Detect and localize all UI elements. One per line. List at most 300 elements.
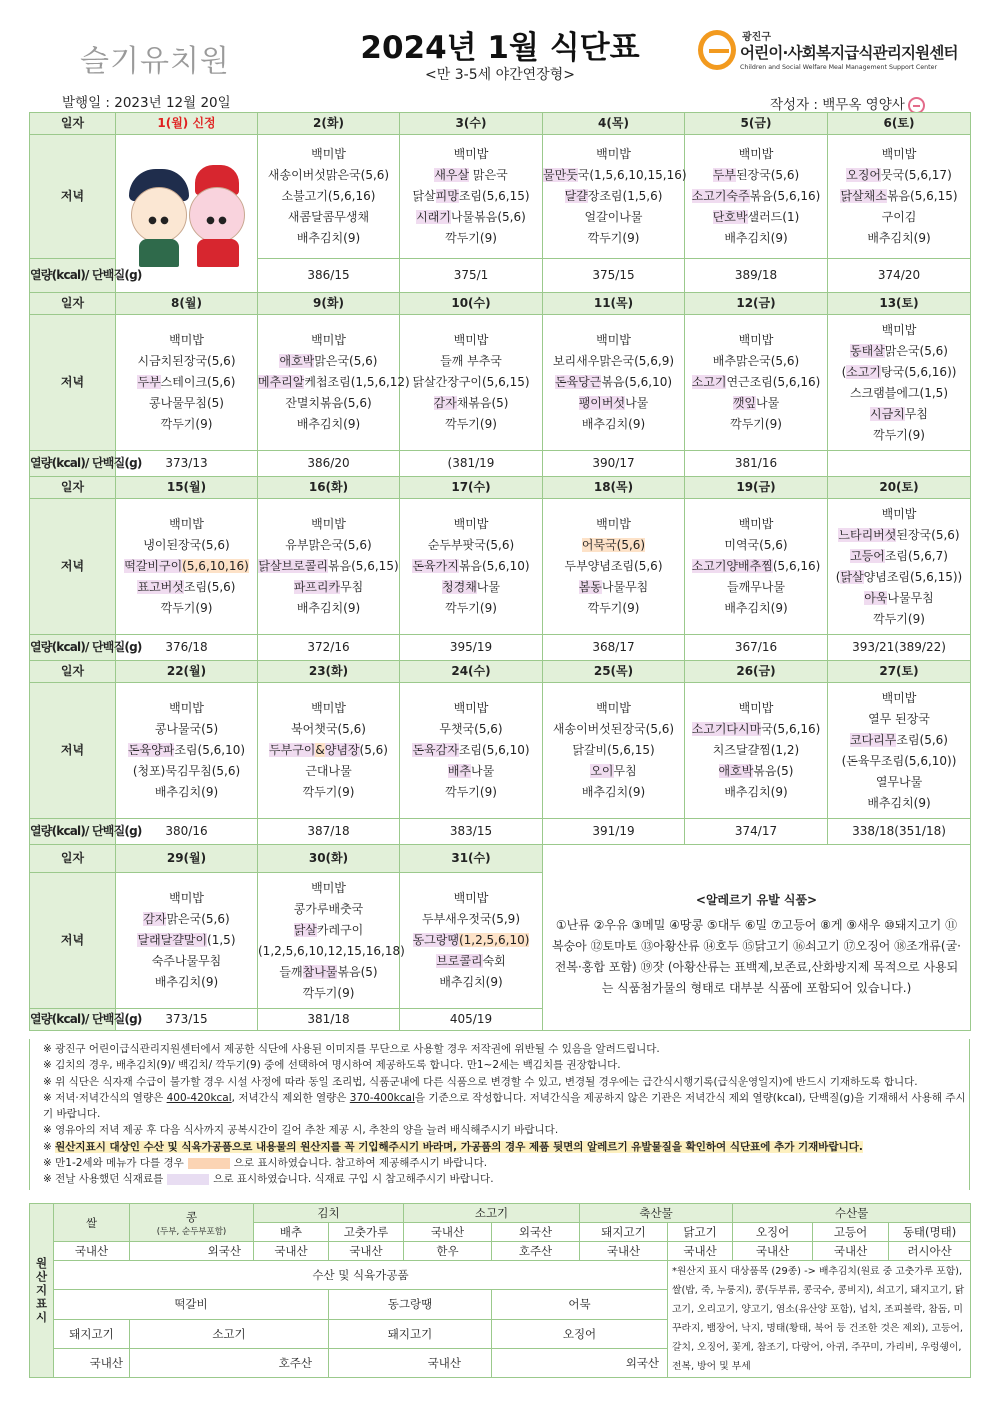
- note-energy: ※ 저녁·저녁간식의 열량은 400-420kcal, 저녁간식 제외한 열량은 370-400kcal을 기준으로 작성합니다. 저녁간식을 제공하지 않은 기관은 저녁간식 제외 열량(kcal), 단백질(g)을 기재해서 사용해 주시기 바랍니다.: [43, 1091, 966, 1121]
- menu-text: 백미밥: [881, 322, 917, 337]
- highlighted-ingredient: 닭살: [293, 922, 317, 937]
- menu-item: [828, 730, 970, 751]
- menu-item: [828, 320, 970, 341]
- menu-text: 나물: [471, 764, 495, 778]
- menu-item: [828, 165, 970, 186]
- menu-cell: [400, 135, 543, 259]
- notes-section: [29, 1039, 970, 1190]
- menu-item: [543, 207, 684, 228]
- highlighted-ingredient: 오이: [590, 764, 614, 778]
- origin-pork-value: 국내산: [580, 1242, 668, 1261]
- menu-item: [685, 556, 827, 577]
- menu-item: [828, 688, 970, 709]
- date-header: 18(목): [543, 477, 685, 499]
- origin-chicken-value: 국내산: [668, 1242, 733, 1261]
- date-header: 5(금): [685, 113, 828, 135]
- menu-item: [543, 556, 684, 577]
- menu-text: 배추김치(9): [296, 601, 361, 615]
- boy-hanbok: [139, 239, 179, 267]
- menu-text: 무침: [904, 406, 928, 421]
- menu-cell: [828, 135, 971, 259]
- menu-item: [116, 740, 257, 761]
- menu-text: 나물: [476, 580, 500, 594]
- meal-label: 저녁: [30, 683, 116, 819]
- menu-item: [258, 186, 399, 207]
- energy-value: 381/16: [685, 451, 828, 477]
- energy-label: 열량(kcal)/ 단백질(g): [30, 451, 116, 477]
- menu-text: 두부새우젓국(5,9): [422, 912, 520, 926]
- menu-item: [828, 383, 970, 404]
- menu-text: 백미밥: [453, 333, 489, 347]
- origin-cabbage-label: 배추: [254, 1223, 329, 1242]
- highlighted-ingredient: 닭살: [840, 569, 864, 584]
- author: [770, 93, 925, 114]
- menu-item: [116, 330, 257, 351]
- menu-item: [685, 535, 827, 556]
- menu-item: [400, 782, 542, 803]
- date-header: 31(수): [400, 845, 543, 873]
- menu-text: 나물: [625, 396, 649, 410]
- origin-beef-imp-label: 외국산: [492, 1223, 580, 1242]
- menu-text: 맑은국(5,6): [166, 912, 230, 926]
- menu-item: [685, 698, 827, 719]
- menu-item: [258, 878, 399, 899]
- highlighted-ingredient: 느타리버섯: [838, 527, 897, 542]
- origin-p-pork-value: 국내산: [54, 1348, 130, 1377]
- origin-squid-value: 국내산: [733, 1242, 813, 1261]
- energy-value: [828, 451, 971, 477]
- menu-item: [685, 228, 827, 249]
- menu-text: 깍두기(9): [445, 785, 497, 799]
- menu-text: 백미밥: [596, 517, 631, 531]
- menu-item: [685, 782, 827, 803]
- date-header: 29(월): [116, 845, 258, 873]
- menu-text: 조림(5,6): [183, 580, 236, 594]
- menu-text: 샐러드(1): [747, 210, 800, 224]
- origin-p-pork-label: 돼지고기: [54, 1319, 130, 1348]
- date-header: 6(토): [828, 113, 971, 135]
- energy-value: 405/19: [400, 1009, 543, 1031]
- menu-text: 미역국(5,6): [724, 538, 788, 552]
- origin-mackerel-label: 고등어: [813, 1223, 889, 1242]
- energy-value: 373/13: [116, 451, 258, 477]
- menu-text: 장조림(1,5,6): [587, 189, 663, 203]
- highlighted-ingredient: 오징어: [846, 168, 882, 182]
- girl-hanbok: [197, 239, 239, 267]
- menu-text: 조림(5,6,7): [884, 548, 948, 563]
- menu-text: 배추김치(9): [296, 417, 361, 431]
- menu-text: 잔멸치볶음(5,6): [285, 396, 372, 410]
- date-header: 16(화): [258, 477, 400, 499]
- menu-item: [828, 525, 970, 546]
- highlighted-ingredient: 봄동: [578, 580, 602, 594]
- menu-item: [400, 228, 542, 249]
- highlighted-ingredient: 표고버섯: [137, 580, 184, 594]
- menu-text: 백미밥: [311, 147, 346, 161]
- menu-item: [685, 165, 827, 186]
- menu-cell: [400, 683, 543, 819]
- day-label: 일자: [30, 477, 116, 499]
- date-header: 10(수): [400, 293, 543, 315]
- day-label: 일자: [30, 293, 116, 315]
- menu-cell: [543, 499, 685, 635]
- menu-item: [543, 761, 684, 782]
- origin-p-pork2-label: 돼지고기: [329, 1319, 492, 1348]
- menu-item: [685, 719, 827, 740]
- note-copyright: ※ 광진구 어린이급식관리지원센터에서 제공한 식단에 사용된 이미지를 무단으로 사용할 경우 저작권에 위반될 수 있음을 알려드립니다.: [43, 1043, 660, 1055]
- day-label: 일자: [30, 113, 116, 135]
- energy-value: 375/1: [400, 259, 543, 293]
- menu-item: [400, 719, 542, 740]
- purple-swatch: [167, 1174, 209, 1185]
- menu-text: 백미밥: [311, 517, 346, 531]
- hanbok-kids-illustration: [127, 159, 247, 269]
- highlighted-ingredient: 깻잎: [732, 396, 756, 410]
- origin-mackerel-value: 국내산: [813, 1242, 889, 1261]
- menu-item: [400, 414, 542, 435]
- menu-item: [258, 144, 399, 165]
- menu-item: [543, 393, 684, 414]
- menu-item: [400, 207, 542, 228]
- menu-item: [258, 514, 399, 535]
- allergy-text: ①난류 ②우유 ③메밀 ④땅콩 ⑤대두 ⑥밀 ⑦고등어 ⑧게 ⑨새우 ⑩돼지고기 ⑪복숭아 ⑫토마토 ⑬아황산류 ⑭호두 ⑮닭고기 ⑯쇠고기 ⑰오징어 ⑱조개류(굴·전복·홍합 포함) ⑲잣 (아황산류는 표백제,보존료,산화방지제 목적으로 사용되는 식품첨가물의 형태로 대부분 식품에 포함되어 있습니다.): [551, 918, 961, 995]
- energy-value: 390/17: [543, 451, 685, 477]
- energy-value: 367/16: [685, 635, 828, 661]
- menu-text: 얼갈이나물: [584, 210, 643, 224]
- menu-item: [543, 330, 684, 351]
- boy-face: ● ●: [131, 187, 187, 243]
- highlighted-ingredient: 고등어: [850, 548, 885, 563]
- menu-text: 백미밥: [453, 147, 489, 161]
- menu-cell: [258, 135, 400, 259]
- menu-item: [685, 351, 827, 372]
- menu-item: [258, 719, 399, 740]
- menu-text: 열무 된장국: [868, 711, 930, 726]
- seal-stamp-icon: [908, 97, 925, 114]
- origin-p-squid-value: 외국산: [492, 1348, 668, 1377]
- highlighted-ingredient: 달래달걀말이: [137, 933, 208, 947]
- menu-cell: [543, 315, 685, 451]
- menu-item: [258, 351, 399, 372]
- menu-item: [400, 698, 542, 719]
- date-header: 25(목): [543, 661, 685, 683]
- menu-item: [543, 165, 687, 186]
- menu-item: [258, 983, 399, 1004]
- menu-text: (: [841, 364, 847, 379]
- origin-cabbage-value: 국내산: [254, 1242, 329, 1261]
- allergy-title: <알레르기 유발 식품>: [695, 893, 818, 907]
- menu-item: [116, 698, 257, 719]
- menu-item: [258, 761, 399, 782]
- menu-item: [543, 351, 684, 372]
- menu-text: 백미밥: [453, 517, 489, 531]
- menu-text: 치즈달걀찜(1,2): [712, 743, 800, 757]
- menu-item: [828, 709, 970, 730]
- menu-item: [543, 535, 684, 556]
- day-label: 일자: [30, 661, 116, 683]
- note-diff-menu: ※ 만1-2세와 메뉴가 다를 경우 으로 표시하였습니다. 참고하여 제공해주시기 바랍니다.: [43, 1157, 488, 1170]
- menu-item: [258, 941, 405, 962]
- origin-pollack-value: 러시아산: [889, 1242, 971, 1261]
- day-label: 일자: [30, 845, 116, 873]
- highlighted-ingredient: 애호박: [718, 764, 754, 778]
- menu-text: 배추김치(9): [724, 785, 788, 799]
- date-header: 4(목): [543, 113, 685, 135]
- menu-cell: [685, 499, 828, 635]
- menu-item: [543, 186, 684, 207]
- menu-item: [116, 761, 257, 782]
- energy-value: 393/21(389/22): [828, 635, 971, 661]
- menu-text: 시금치된장국(5,6): [137, 354, 236, 368]
- menu-item: [828, 425, 970, 446]
- highlighted-ingredient: 돈육당근: [554, 375, 602, 389]
- menu-text: 숙주나물무침: [151, 954, 222, 968]
- menu-item: [116, 888, 257, 909]
- menu-cell: [116, 499, 258, 635]
- menu-cell: [400, 499, 543, 635]
- menu-cell: [116, 683, 258, 819]
- highlighted-ingredient: 떡갈비구이: [124, 559, 183, 573]
- menu-text: 백미밥: [311, 333, 346, 347]
- meal-label: 저녁: [30, 135, 116, 259]
- menu-text: 배추김치(9): [724, 601, 788, 615]
- menu-text: 조림(5,6,10): [458, 743, 530, 757]
- menu-text: 배추김치(9): [296, 231, 361, 245]
- orange-swatch: [188, 1158, 230, 1169]
- menu-text: 조림(5,6,10): [174, 743, 246, 757]
- menu-item: [828, 609, 970, 630]
- menu-item: [828, 546, 970, 567]
- menu-text: 백미밥: [311, 701, 346, 715]
- energy-value: 381/18: [258, 1009, 400, 1031]
- center-logo: [698, 28, 978, 80]
- menu-text: 깍두기(9): [445, 231, 497, 245]
- date-header: 19(금): [685, 477, 828, 499]
- menu-item: [116, 719, 257, 740]
- menu-item: [543, 372, 684, 393]
- menu-item: [400, 330, 542, 351]
- note-extra-serving: ※ 영유아의 저녁 제공 후 다음 식사까지 공복시간이 길어 추찬 제공 시, 추찬의 양을 늘려 배식해주시기 바랍니다.: [43, 1124, 559, 1137]
- menu-text: 백미밥: [881, 506, 917, 521]
- school-name: 슬기유치원: [80, 44, 230, 79]
- menu-item: [116, 514, 257, 535]
- menu-text: 보리새우맑은국(5,6,9): [552, 354, 675, 368]
- menu-cell: [543, 135, 685, 259]
- menu-item: [258, 207, 399, 228]
- menu-item: [116, 372, 257, 393]
- date-header: 17(수): [400, 477, 543, 499]
- menu-text: 백미밥: [596, 333, 631, 347]
- menu-text: 배추김치(9): [581, 785, 646, 799]
- menu-text: 볶음(5,6,15): [886, 189, 958, 203]
- highlighted-ingredient: 새우살: [434, 168, 470, 182]
- origin-beef-imp-value: 호주산: [492, 1242, 580, 1261]
- menu-text: 백미밥: [738, 701, 774, 715]
- menu-cell: [258, 499, 400, 635]
- menu-text: 스테이크(5,6): [160, 375, 236, 389]
- highlighted-ingredient: 돈육감자: [412, 743, 459, 757]
- menu-cell: [400, 873, 543, 1009]
- menu-item: [258, 393, 399, 414]
- menu-item: [400, 972, 542, 993]
- menu-cell: [400, 315, 543, 451]
- energy-value: 380/16: [116, 819, 258, 845]
- highlighted-ingredient: 물만둣: [543, 168, 578, 182]
- energy-value: 386/15: [258, 259, 400, 293]
- energy-range-meal: 370-400kcal: [349, 1091, 415, 1104]
- menu-text: 들깨 부추국: [440, 354, 502, 368]
- menu-text: 배추김치(9): [867, 795, 931, 810]
- menu-text: 깍두기(9): [445, 601, 497, 615]
- menu-item: [543, 577, 684, 598]
- date-header: 1(월) 신정: [116, 113, 258, 135]
- highlighted-ingredient: 소고기양배추찜: [691, 559, 773, 573]
- menu-text: 새송이버섯맑은국(5,6): [267, 168, 390, 182]
- menu-item: [828, 362, 970, 383]
- origin-donggeurang-label: 동그랑땡: [329, 1290, 492, 1319]
- menu-item: [258, 372, 410, 393]
- menu-text: 배추김치(9): [154, 975, 219, 989]
- menu-text: 콩나물국(5): [154, 722, 219, 736]
- menu-cell: [828, 499, 971, 635]
- origin-beef-dom-label: 국내산: [404, 1223, 492, 1242]
- note-origin: ※ 원산지표시 대상인 수산 및 식육가공품으로 내용물의 원산지를 꼭 기입해주시기 바라며, 가공품의 경우 제품 뒷면의 알레르기 유발물질을 확인하여 식단표에 추가 기재바랍니다.: [43, 1140, 863, 1153]
- menu-text: 나물무침: [601, 580, 649, 594]
- menu-item: [543, 719, 684, 740]
- energy-value: 338/18(351/18): [828, 819, 971, 845]
- highlighted-ingredient: 닭살채소: [840, 189, 887, 203]
- menu-text: 숙회: [482, 954, 506, 968]
- menu-text: 스크램블에그(1,5): [850, 385, 948, 400]
- menu-text: 백미밥: [169, 701, 204, 715]
- menu-item: [685, 372, 827, 393]
- menu-text: 백미밥: [738, 333, 774, 347]
- menu-text: 깍두기(9): [302, 985, 355, 1000]
- origin-sea-label: 수산물: [733, 1204, 971, 1223]
- menu-text: 양념조림(5,6,15)): [863, 569, 963, 584]
- date-header: 12(금): [685, 293, 828, 315]
- menu-text: 열무나물: [875, 774, 923, 789]
- menu-text: (: [835, 569, 841, 584]
- energy-value: 387/18: [258, 819, 400, 845]
- menu-item: [400, 351, 542, 372]
- menu-cell: [116, 873, 258, 1009]
- note-kimchi: ※ 김치의 경우, 배추김치(9)/ 백김치/ 깍두기(9) 중에 선택하여 명시하여 제공하도록 합니다. 만1~2세는 백김치를 권장합니다.: [43, 1059, 621, 1072]
- highlighted-ingredient: 청경채: [442, 580, 477, 594]
- origin-rice-value: 국내산: [54, 1242, 130, 1261]
- menu-item: [258, 330, 399, 351]
- menu-item: [400, 577, 542, 598]
- energy-value: 373/15: [116, 1009, 258, 1031]
- note-prev-day: ※ 전날 사용했던 식재료를 으로 표시하였습니다. 식재료 구입 시 참고해주시기 바랍니다.: [43, 1173, 494, 1186]
- date-header: 9(화): [258, 293, 400, 315]
- highlighted-ingredient: 코다리무: [849, 732, 897, 747]
- energy-value: 376/18: [116, 635, 258, 661]
- energy-value: 374/17: [685, 819, 828, 845]
- menu-text: 두부양념조림(5,6): [564, 559, 663, 573]
- logo-smile-icon: [698, 30, 736, 70]
- menu-text: 케첩조림(1,5,6,12): [304, 375, 410, 389]
- menu-item: [400, 514, 542, 535]
- menu-item: [543, 514, 684, 535]
- menu-item: [116, 577, 257, 598]
- meal-label: 저녁: [30, 499, 116, 635]
- menu-cell: [258, 683, 400, 819]
- menu-item: [828, 404, 970, 425]
- energy-value: 395/19: [400, 635, 543, 661]
- menu-item: [258, 740, 399, 761]
- menu-text: 탕국(5,6,16)): [881, 364, 957, 379]
- menu-cell: [258, 315, 410, 451]
- menu-cell: [258, 873, 405, 1009]
- menu-item: [116, 535, 257, 556]
- menu-text: 무챗국(5,6): [439, 722, 503, 736]
- menu-item: [400, 535, 542, 556]
- menu-text: 배추김치(9): [154, 785, 219, 799]
- menu-item: [258, 556, 399, 577]
- logo-center-name: 어린이·사회복지급식관리지원센터: [740, 44, 958, 62]
- menu-text: 순두부팟국(5,6): [427, 538, 515, 552]
- girl-face: ● ●: [189, 187, 245, 243]
- highlighted-ingredient: 아욱: [864, 590, 888, 605]
- logo-district: 광진구: [742, 32, 771, 43]
- menu-item: [258, 577, 399, 598]
- menu-text: 배추김치(9): [724, 231, 788, 245]
- menu-item: [828, 144, 970, 165]
- menu-item: [258, 782, 399, 803]
- menu-item: [400, 740, 542, 761]
- menu-text: (1,2,5,6,10,12,15,16,18): [258, 943, 405, 958]
- menu-text: 깍두기(9): [587, 601, 640, 615]
- menu-table: [29, 112, 971, 1031]
- menu-item: [828, 793, 970, 814]
- menu-text: 북어챗국(5,6): [291, 722, 366, 736]
- highlighted-ingredient: 소고기숙주: [691, 189, 750, 203]
- menu-text: (청포)묵김무침(5,6): [132, 764, 241, 778]
- menu-item: [258, 899, 399, 920]
- origin-pepper-value: 국내산: [329, 1242, 404, 1261]
- highlighted-ingredient: 돈육가지: [412, 559, 459, 573]
- menu-item: [543, 414, 684, 435]
- highlighted-ingredient: 소고기다시마: [691, 722, 762, 736]
- menu-text: 깍두기(9): [160, 417, 213, 431]
- date-header: 20(토): [828, 477, 971, 499]
- highlighted-ingredient: (5,6,10,16): [182, 559, 249, 573]
- menu-item: [258, 535, 399, 556]
- menu-text: 콩나물무침(5): [149, 396, 224, 410]
- origin-meat-label: 축산물: [580, 1204, 733, 1223]
- menu-item: [828, 751, 970, 772]
- menu-item: [400, 598, 542, 619]
- highlighted-ingredient: 팽이버섯: [578, 396, 626, 410]
- menu-item: [258, 920, 399, 941]
- menu-item: [685, 514, 827, 535]
- menu-item: [828, 588, 970, 609]
- date-header: 27(토): [828, 661, 971, 683]
- logo-center-english: Children and Social Welfare Meal Management Support Center: [740, 64, 938, 71]
- date-header: 22(월): [116, 661, 258, 683]
- menu-text: 카레구이: [316, 922, 364, 937]
- menu-text: 맑은국(5,6): [884, 343, 948, 358]
- menu-item: [116, 556, 257, 577]
- menu-text: 깍두기(9): [587, 231, 640, 245]
- highlighted-ingredient: 감자: [433, 396, 457, 410]
- menu-text: 백미밥: [738, 147, 774, 161]
- menu-item: [116, 972, 257, 993]
- date-header: 23(화): [258, 661, 400, 683]
- menu-item: [543, 740, 684, 761]
- menu-item: [685, 740, 827, 761]
